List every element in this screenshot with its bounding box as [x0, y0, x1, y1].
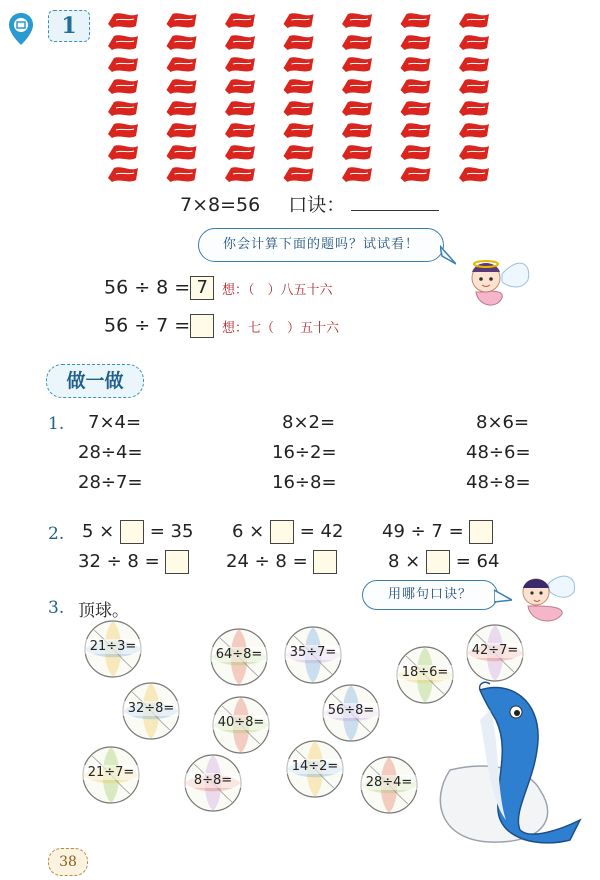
rhyme-answer-blank[interactable] [351, 210, 439, 211]
red-flag [225, 79, 255, 94]
red-flag [342, 101, 372, 116]
exercise-number: 1. [48, 414, 65, 434]
red-flag [225, 13, 255, 28]
answer-box[interactable] [426, 550, 450, 574]
red-flag [225, 35, 255, 50]
ball-expression: 21÷7= [82, 765, 140, 780]
ball-expression: 8÷8= [184, 773, 242, 788]
ball-expression: 56÷8= [322, 703, 380, 718]
red-flag [342, 145, 372, 160]
red-flag [459, 57, 489, 72]
beach-ball [122, 682, 180, 740]
red-flag [401, 79, 431, 94]
red-flag [401, 57, 431, 72]
beach-ball [322, 684, 380, 742]
red-flag [401, 35, 431, 50]
beach-ball [184, 754, 242, 812]
red-flag [284, 57, 314, 72]
beach-ball [466, 624, 524, 682]
red-flag [342, 35, 372, 50]
division-example-1 [104, 276, 214, 300]
red-flag [284, 35, 314, 50]
red-flag [167, 123, 197, 138]
ball-expression: 40÷8= [212, 715, 270, 730]
red-flag [401, 13, 431, 28]
ball-expression: 32÷8= [122, 701, 180, 716]
red-flag [284, 123, 314, 138]
red-flag [342, 13, 372, 28]
division-expression: 56 ÷ 7 = [104, 314, 191, 337]
red-flag [108, 123, 138, 138]
division-example-2 [104, 314, 214, 338]
beach-ball [210, 628, 268, 686]
speech-bubble-rhyme: 用哪句口诀？ [362, 580, 498, 610]
beach-ball [284, 626, 342, 684]
red-flag [225, 57, 255, 72]
fairy-illustration [452, 250, 532, 322]
page-number: 38 [48, 848, 88, 876]
red-flag [459, 145, 489, 160]
answer-box[interactable] [120, 520, 144, 544]
ball-expression: 18÷6= [396, 665, 454, 680]
red-flag [284, 13, 314, 28]
speech-bubble-try: 你会计算下面的题吗？试试看！ [198, 228, 444, 262]
red-flag [225, 123, 255, 138]
multiplication-equation: 7×8=56 [180, 194, 261, 216]
exercise2-item: 6 × = 42 [232, 521, 344, 542]
red-flag [401, 101, 431, 116]
dolphin-illustration [420, 680, 592, 850]
red-flag [342, 167, 372, 182]
red-flag [401, 167, 431, 182]
exercise2-item: 49 ÷ 7 = [382, 520, 493, 544]
hint-text: 想：（ ）八五十六 [222, 283, 333, 298]
division-expression: 56 ÷ 8 = [104, 276, 191, 299]
ball-expression: 42÷7= [466, 643, 524, 658]
red-flag [342, 57, 372, 72]
red-flag [108, 35, 138, 50]
red-flag [167, 35, 197, 50]
answer-box[interactable] [313, 550, 337, 574]
red-flag [108, 57, 138, 72]
exercise2-item: 5 × = 35 [82, 521, 194, 542]
red-flag [167, 167, 197, 182]
multiplication-line [180, 190, 439, 217]
red-flag [167, 79, 197, 94]
red-flag [284, 101, 314, 116]
red-flag [108, 79, 138, 94]
answer-box[interactable]: 7 [190, 276, 214, 300]
exercise1-item: 16÷8= [272, 472, 337, 493]
exercise1-item: 48÷6= [466, 442, 531, 463]
red-flag [108, 101, 138, 116]
red-flag [108, 13, 138, 28]
red-flag [342, 79, 372, 94]
location-pin-icon [8, 12, 34, 46]
red-flag [167, 145, 197, 160]
exercise2-item: 8 × = 64 [388, 551, 500, 572]
beach-ball [82, 746, 140, 804]
exercise-number: 3. [48, 598, 65, 618]
section-title: 做一做 [46, 364, 144, 398]
hint-text: 想：七（ ）五十六 [222, 321, 340, 336]
red-flag [225, 145, 255, 160]
exercise2-item: 32 ÷ 8 = [78, 550, 189, 574]
red-flag [459, 13, 489, 28]
red-flag [284, 167, 314, 182]
ball-expression: 14÷2= [286, 759, 344, 774]
red-flag-grid [104, 10, 496, 186]
answer-box[interactable] [270, 520, 294, 544]
beach-ball [286, 740, 344, 798]
red-flag [225, 167, 255, 182]
exercise2-item: 24 ÷ 8 = [226, 550, 337, 574]
ball-expression: 35÷7= [284, 645, 342, 660]
red-flag [401, 145, 431, 160]
exercise1-item: 28÷7= [78, 472, 143, 493]
red-flag [401, 123, 431, 138]
red-flag [459, 35, 489, 50]
red-flag [167, 57, 197, 72]
red-flag [459, 79, 489, 94]
red-flag [108, 145, 138, 160]
exercise1-item: 48÷8= [466, 472, 531, 493]
ball-expression: 21÷3= [84, 639, 142, 654]
exercise1-item: 8×2= [282, 412, 336, 433]
red-flag [342, 123, 372, 138]
red-flag [459, 167, 489, 182]
exercise1-item: 7×4= [88, 412, 142, 433]
answer-box[interactable] [469, 520, 493, 544]
rhyme-label: 口诀： [288, 194, 346, 216]
ball-expression: 64÷8= [210, 647, 268, 662]
answer-box[interactable] [190, 314, 214, 338]
exercise-number: 2. [48, 524, 65, 544]
beach-ball [360, 756, 418, 814]
red-flag [167, 13, 197, 28]
red-flag [459, 101, 489, 116]
beach-ball [212, 696, 270, 754]
red-flag [284, 145, 314, 160]
exercise1-item: 8×6= [476, 412, 530, 433]
answer-box[interactable] [165, 550, 189, 574]
red-flag [459, 123, 489, 138]
exercise1-item: 28÷4= [78, 442, 143, 463]
exercise1-item: 16÷2= [272, 442, 337, 463]
red-flag [108, 167, 138, 182]
red-flag [167, 101, 197, 116]
ball-expression: 28÷4= [360, 775, 418, 790]
beach-ball [84, 620, 142, 678]
exercise3-title: 顶球。 [78, 601, 129, 621]
red-flag [225, 101, 255, 116]
lesson-number-tag: 1 [48, 10, 90, 42]
red-flag [284, 79, 314, 94]
